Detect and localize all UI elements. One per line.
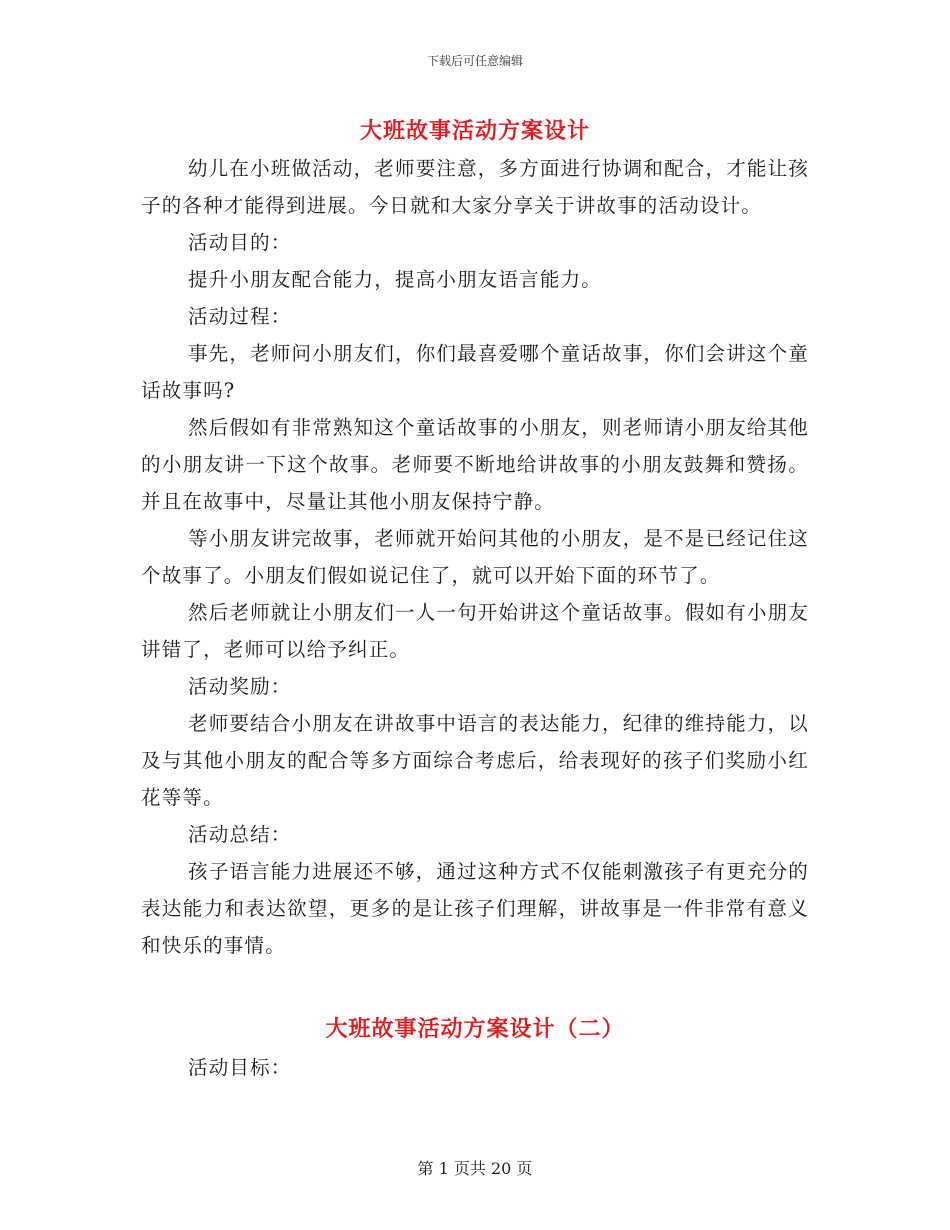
- second-title: 大班故事活动方案设计（二）: [325, 1016, 625, 1042]
- reward-paragraph: 老师要结合小朋友在讲故事中语言的表达能力，纪律的维持能力，以及与其他小朋友的配合等多方面综合考虑后，给表现好的孩子们奖励小红花等等。: [141, 712, 810, 809]
- page-footer: 第 1 页共 20 页: [417, 1159, 533, 1178]
- second-section-body: [141, 1049, 809, 1086]
- summary-paragraph: 孩子语言能力进展还不够，通过这种方式不仅能刺激孩子有更充分的表达能力和表达欲望，更多的是让孩子们理解，讲故事是一件非常有意义和快乐的事情。: [141, 860, 810, 957]
- section-heading-summary: 活动总结：: [188, 823, 292, 846]
- process-paragraph-4: 然后老师就让小朋友们一人一句开始讲这个童话故事。假如有小朋友讲错了，老师可以给予纠正。: [141, 601, 810, 661]
- section-heading-goal: 活动目的：: [188, 231, 292, 254]
- process-paragraph-2: 然后假如有非常熟知这个童话故事的小朋友，则老师请小朋友给其他的小朋友讲一下这个故事。老师要不断地给讲故事的小朋友鼓舞和赞扬。并且在故事中，尽量让其他小朋友保持宁静。: [141, 416, 810, 513]
- process-paragraph-3: 等小朋友讲完故事，老师就开始问其他的小朋友，是不是已经记住这个故事了。小朋友们假如说记住了，就可以开始下面的环节了。: [141, 527, 810, 587]
- intro-paragraph: 幼儿在小班做活动，老师要注意，多方面进行协调和配合，才能让孩子的各种才能得到进展。今日就和大家分享关于讲故事的活动设计。: [141, 157, 810, 217]
- process-paragraph-1: 事先，老师问小朋友们，你们最喜爱哪个童话故事，你们会讲这个童话故事吗?: [141, 342, 810, 402]
- section-heading-process: 活动过程：: [188, 305, 292, 328]
- section-heading-reward: 活动奖励：: [188, 675, 292, 698]
- document-body: [141, 150, 809, 964]
- section-heading-objective: 活动目标：: [188, 1056, 292, 1079]
- goal-paragraph: 提升小朋友配合能力，提高小朋友语言能力。: [188, 268, 603, 291]
- document-title: 大班故事活动方案设计: [359, 118, 590, 144]
- page-header: 下载后可任意编辑: [426, 54, 523, 68]
